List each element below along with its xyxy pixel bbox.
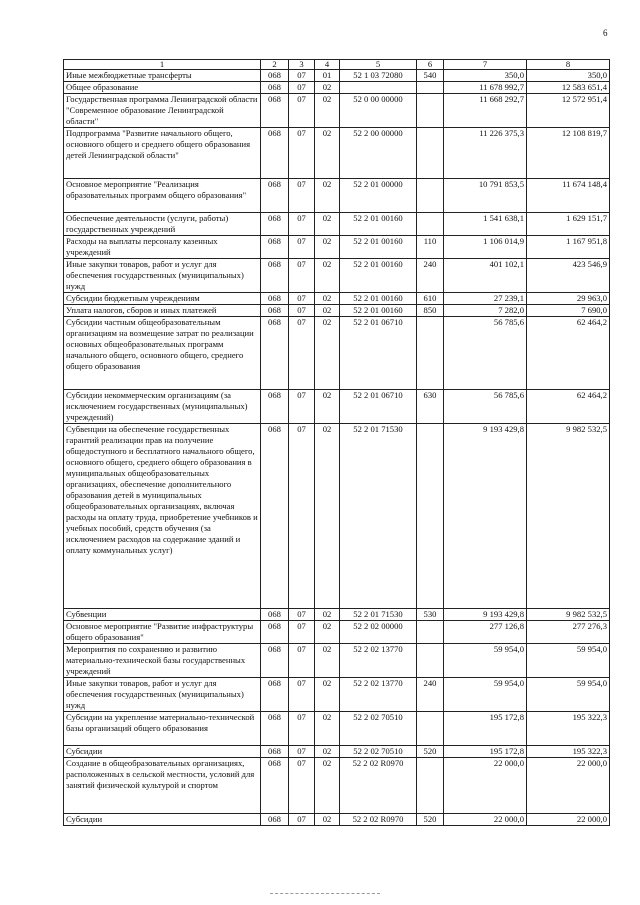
subsection-cell: 02 <box>315 179 340 213</box>
target-article-cell: 52 1 03 72080 <box>340 70 417 82</box>
row-name-cell: Уплата налогов, сборов и иных платежей <box>64 305 261 317</box>
expense-type-cell <box>417 94 444 128</box>
ministry-code-cell: 068 <box>261 424 289 609</box>
amount-year2-cell: 195 322,3 <box>527 746 610 758</box>
ministry-code-cell: 068 <box>261 82 289 94</box>
amount-year2-cell: 12 572 951,4 <box>527 94 610 128</box>
ministry-code-cell: 068 <box>261 317 289 390</box>
target-article-cell: 52 2 01 06710 <box>340 390 417 424</box>
target-article-cell: 52 0 00 00000 <box>340 94 417 128</box>
subsection-cell: 02 <box>315 317 340 390</box>
ministry-code-cell: 068 <box>261 305 289 317</box>
table-row <box>64 259 610 293</box>
amount-year2-cell: 59 954,0 <box>527 644 610 678</box>
subsection-cell: 02 <box>315 128 340 179</box>
section-cell: 07 <box>289 70 315 82</box>
subsection-cell: 02 <box>315 758 340 814</box>
row-name-cell: Государственная программа Ленинградской области "Современное образование Ленинградской области" <box>64 94 261 128</box>
expense-type-cell <box>417 644 444 678</box>
row-name-cell: Субсидии частным общеобразовательным организациям на возмещение затрат по реализации основных общеобразовательных программ начального общего, основного общего, среднего общего образования <box>64 317 261 390</box>
table-row <box>64 70 610 82</box>
subsection-cell: 02 <box>315 213 340 236</box>
table-row <box>64 128 610 179</box>
row-name-cell: Расходы на выплаты персоналу казенных учреждений <box>64 236 261 259</box>
section-cell: 07 <box>289 621 315 644</box>
expense-type-cell: 240 <box>417 259 444 293</box>
target-article-cell: 52 2 01 00160 <box>340 293 417 305</box>
amount-year1-cell: 22 000,0 <box>444 758 527 814</box>
amount-year1-cell: 56 785,6 <box>444 390 527 424</box>
amount-year1-cell: 11 678 992,7 <box>444 82 527 94</box>
budget-table <box>63 59 610 826</box>
table-row <box>64 94 610 128</box>
section-cell: 07 <box>289 758 315 814</box>
expense-type-cell: 520 <box>417 746 444 758</box>
header-cell: 6 <box>417 60 444 70</box>
expense-type-cell: 520 <box>417 814 444 826</box>
row-name-cell: Субсидии <box>64 814 261 826</box>
amount-year2-cell: 7 690,0 <box>527 305 610 317</box>
subsection-cell: 02 <box>315 236 340 259</box>
amount-year1-cell: 9 193 429,8 <box>444 609 527 621</box>
table-row <box>64 758 610 814</box>
subsection-cell: 02 <box>315 259 340 293</box>
target-article-cell: 52 2 00 00000 <box>340 128 417 179</box>
row-name-cell: Основное мероприятие "Развитие инфраструктуры общего образования" <box>64 621 261 644</box>
subsection-cell: 02 <box>315 814 340 826</box>
amount-year2-cell: 59 954,0 <box>527 678 610 712</box>
amount-year1-cell: 27 239,1 <box>444 293 527 305</box>
row-name-cell: Создание в общеобразовательных организациях, расположенных в сельской местности, условий для занятий физической культурой и спортом <box>64 758 261 814</box>
row-name-cell: Мероприятия по сохранению и развитию материально-технической базы государственных учреждений <box>64 644 261 678</box>
section-cell: 07 <box>289 82 315 94</box>
expense-type-cell <box>417 758 444 814</box>
expense-type-cell: 240 <box>417 678 444 712</box>
target-article-cell: 52 2 01 00000 <box>340 179 417 213</box>
row-name-cell: Иные межбюджетные трансферты <box>64 70 261 82</box>
ministry-code-cell: 068 <box>261 758 289 814</box>
table-row <box>64 678 610 712</box>
amount-year2-cell: 62 464,2 <box>527 390 610 424</box>
target-article-cell: 52 2 01 00160 <box>340 259 417 293</box>
section-cell: 07 <box>289 179 315 213</box>
target-article-cell: 52 2 01 71530 <box>340 609 417 621</box>
row-name-cell: Общее образование <box>64 82 261 94</box>
subsection-cell: 02 <box>315 305 340 317</box>
page-number: 6 <box>603 28 608 38</box>
amount-year1-cell: 1 541 638,1 <box>444 213 527 236</box>
header-row <box>64 60 610 70</box>
amount-year1-cell: 11 226 375,3 <box>444 128 527 179</box>
header-cell: 8 <box>527 60 610 70</box>
subsection-cell: 02 <box>315 293 340 305</box>
section-cell: 07 <box>289 390 315 424</box>
amount-year1-cell: 59 954,0 <box>444 644 527 678</box>
subsection-cell: 02 <box>315 644 340 678</box>
table-row <box>64 712 610 746</box>
subsection-cell: 02 <box>315 94 340 128</box>
ministry-code-cell: 068 <box>261 94 289 128</box>
section-cell: 07 <box>289 317 315 390</box>
ministry-code-cell: 068 <box>261 814 289 826</box>
section-cell: 07 <box>289 128 315 179</box>
ministry-code-cell: 068 <box>261 128 289 179</box>
target-article-cell: 52 2 02 13770 <box>340 644 417 678</box>
section-cell: 07 <box>289 814 315 826</box>
expense-type-cell <box>417 82 444 94</box>
subsection-cell: 02 <box>315 746 340 758</box>
amount-year1-cell: 350,0 <box>444 70 527 82</box>
section-cell: 07 <box>289 305 315 317</box>
header-cell: 1 <box>64 60 261 70</box>
table-row <box>64 746 610 758</box>
amount-year2-cell: 12 108 819,7 <box>527 128 610 179</box>
amount-year1-cell: 7 282,0 <box>444 305 527 317</box>
row-name-cell: Субсидии <box>64 746 261 758</box>
target-article-cell: 52 2 02 R0970 <box>340 758 417 814</box>
amount-year1-cell: 59 954,0 <box>444 678 527 712</box>
section-cell: 07 <box>289 236 315 259</box>
expense-type-cell: 630 <box>417 390 444 424</box>
amount-year2-cell: 12 583 651,4 <box>527 82 610 94</box>
table-row <box>64 317 610 390</box>
table-row <box>64 609 610 621</box>
amount-year1-cell: 195 172,8 <box>444 712 527 746</box>
table-row <box>64 814 610 826</box>
amount-year1-cell: 22 000,0 <box>444 814 527 826</box>
header-cell: 2 <box>261 60 289 70</box>
amount-year1-cell: 11 668 292,7 <box>444 94 527 128</box>
section-cell: 07 <box>289 609 315 621</box>
ministry-code-cell: 068 <box>261 621 289 644</box>
section-cell: 07 <box>289 94 315 128</box>
header-cell: 7 <box>444 60 527 70</box>
subsection-cell: 02 <box>315 621 340 644</box>
table-row <box>64 305 610 317</box>
subsection-cell: 02 <box>315 609 340 621</box>
section-cell: 07 <box>289 678 315 712</box>
expense-type-cell <box>417 128 444 179</box>
amount-year1-cell: 195 172,8 <box>444 746 527 758</box>
row-name-cell: Субвенции на обеспечение государственных гарантий реализации прав на получение общедоступного и бесплатного начального общего, основного общего, среднего общего образования в муниципальных общеобразовательных организациях, обеспечение дополнительного образования детей в муниципальных общеобразовательных организациях, включая расходы на оплату труда, приобретение учебников и учебных пособий, средств обучения (за исключением расходов на содержание зданий и оплату коммунальных услуг) <box>64 424 261 609</box>
expense-type-cell <box>417 621 444 644</box>
table-row <box>64 236 610 259</box>
section-cell: 07 <box>289 644 315 678</box>
expense-type-cell: 850 <box>417 305 444 317</box>
amount-year2-cell: 9 982 532,5 <box>527 424 610 609</box>
amount-year2-cell: 22 000,0 <box>527 814 610 826</box>
expense-type-cell: 110 <box>417 236 444 259</box>
subsection-cell: 02 <box>315 678 340 712</box>
ministry-code-cell: 068 <box>261 609 289 621</box>
expense-type-cell <box>417 712 444 746</box>
row-name-cell: Субвенции <box>64 609 261 621</box>
section-cell: 07 <box>289 746 315 758</box>
header-cell: 3 <box>289 60 315 70</box>
ministry-code-cell: 068 <box>261 293 289 305</box>
amount-year1-cell: 1 106 014,9 <box>444 236 527 259</box>
target-article-cell <box>340 82 417 94</box>
amount-year2-cell: 423 546,9 <box>527 259 610 293</box>
ministry-code-cell: 068 <box>261 712 289 746</box>
row-name-cell: Обеспечение деятельности (услуги, работы) государственных учреждений <box>64 213 261 236</box>
amount-year1-cell: 56 785,6 <box>444 317 527 390</box>
expense-type-cell <box>417 424 444 609</box>
row-name-cell: Подпрограмма "Развитие начального общего, основного общего и среднего общего образования детей Ленинградской области" <box>64 128 261 179</box>
section-cell: 07 <box>289 213 315 236</box>
header-cell: 4 <box>315 60 340 70</box>
target-article-cell: 52 2 02 R0970 <box>340 814 417 826</box>
target-article-cell: 52 2 02 70510 <box>340 712 417 746</box>
expense-type-cell <box>417 317 444 390</box>
amount-year2-cell: 1 167 951,8 <box>527 236 610 259</box>
ministry-code-cell: 068 <box>261 236 289 259</box>
ministry-code-cell: 068 <box>261 678 289 712</box>
subsection-cell: 02 <box>315 390 340 424</box>
target-article-cell: 52 2 01 06710 <box>340 317 417 390</box>
amount-year1-cell: 10 791 853,5 <box>444 179 527 213</box>
amount-year2-cell: 22 000,0 <box>527 758 610 814</box>
table-row <box>64 390 610 424</box>
table-row <box>64 621 610 644</box>
target-article-cell: 52 2 02 70510 <box>340 746 417 758</box>
ministry-code-cell: 068 <box>261 70 289 82</box>
row-name-cell: Субсидии некоммерческим организациям (за исключением государственных (муниципальных) учреждений) <box>64 390 261 424</box>
target-article-cell: 52 2 02 13770 <box>340 678 417 712</box>
table-row <box>64 213 610 236</box>
subsection-cell: 01 <box>315 70 340 82</box>
table-row <box>64 293 610 305</box>
expense-type-cell <box>417 179 444 213</box>
ministry-code-cell: 068 <box>261 259 289 293</box>
amount-year2-cell: 29 963,0 <box>527 293 610 305</box>
target-article-cell: 52 2 01 00160 <box>340 305 417 317</box>
amount-year1-cell: 9 193 429,8 <box>444 424 527 609</box>
expense-type-cell: 610 <box>417 293 444 305</box>
expense-type-cell: 540 <box>417 70 444 82</box>
row-name-cell: Субсидии на укрепление материально-технической базы организаций общего образования <box>64 712 261 746</box>
ministry-code-cell: 068 <box>261 644 289 678</box>
amount-year2-cell: 195 322,3 <box>527 712 610 746</box>
row-name-cell: Субсидии бюджетным учреждениям <box>64 293 261 305</box>
scan-edge-mark <box>270 893 380 894</box>
row-name-cell: Иные закупки товаров, работ и услуг для обеспечения государственных (муниципальных) нужд <box>64 678 261 712</box>
amount-year1-cell: 277 126,8 <box>444 621 527 644</box>
target-article-cell: 52 2 01 00160 <box>340 213 417 236</box>
row-name-cell: Основное мероприятие "Реализация образовательных программ общего образования" <box>64 179 261 213</box>
subsection-cell: 02 <box>315 424 340 609</box>
expense-type-cell: 530 <box>417 609 444 621</box>
amount-year2-cell: 9 982 532,5 <box>527 609 610 621</box>
table-row <box>64 644 610 678</box>
table-row <box>64 179 610 213</box>
amount-year2-cell: 62 464,2 <box>527 317 610 390</box>
section-cell: 07 <box>289 259 315 293</box>
amount-year1-cell: 401 102,1 <box>444 259 527 293</box>
amount-year2-cell: 1 629 151,7 <box>527 213 610 236</box>
header-cell: 5 <box>340 60 417 70</box>
row-name-cell: Иные закупки товаров, работ и услуг для обеспечения государственных (муниципальных) нужд <box>64 259 261 293</box>
expense-type-cell <box>417 213 444 236</box>
ministry-code-cell: 068 <box>261 746 289 758</box>
subsection-cell: 02 <box>315 82 340 94</box>
section-cell: 07 <box>289 293 315 305</box>
table-row <box>64 424 610 609</box>
subsection-cell: 02 <box>315 712 340 746</box>
target-article-cell: 52 2 01 71530 <box>340 424 417 609</box>
section-cell: 07 <box>289 424 315 609</box>
target-article-cell: 52 2 02 00000 <box>340 621 417 644</box>
table-row <box>64 82 610 94</box>
ministry-code-cell: 068 <box>261 213 289 236</box>
ministry-code-cell: 068 <box>261 390 289 424</box>
amount-year2-cell: 277 276,3 <box>527 621 610 644</box>
section-cell: 07 <box>289 712 315 746</box>
amount-year2-cell: 350,0 <box>527 70 610 82</box>
ministry-code-cell: 068 <box>261 179 289 213</box>
target-article-cell: 52 2 01 00160 <box>340 236 417 259</box>
amount-year2-cell: 11 674 148,4 <box>527 179 610 213</box>
